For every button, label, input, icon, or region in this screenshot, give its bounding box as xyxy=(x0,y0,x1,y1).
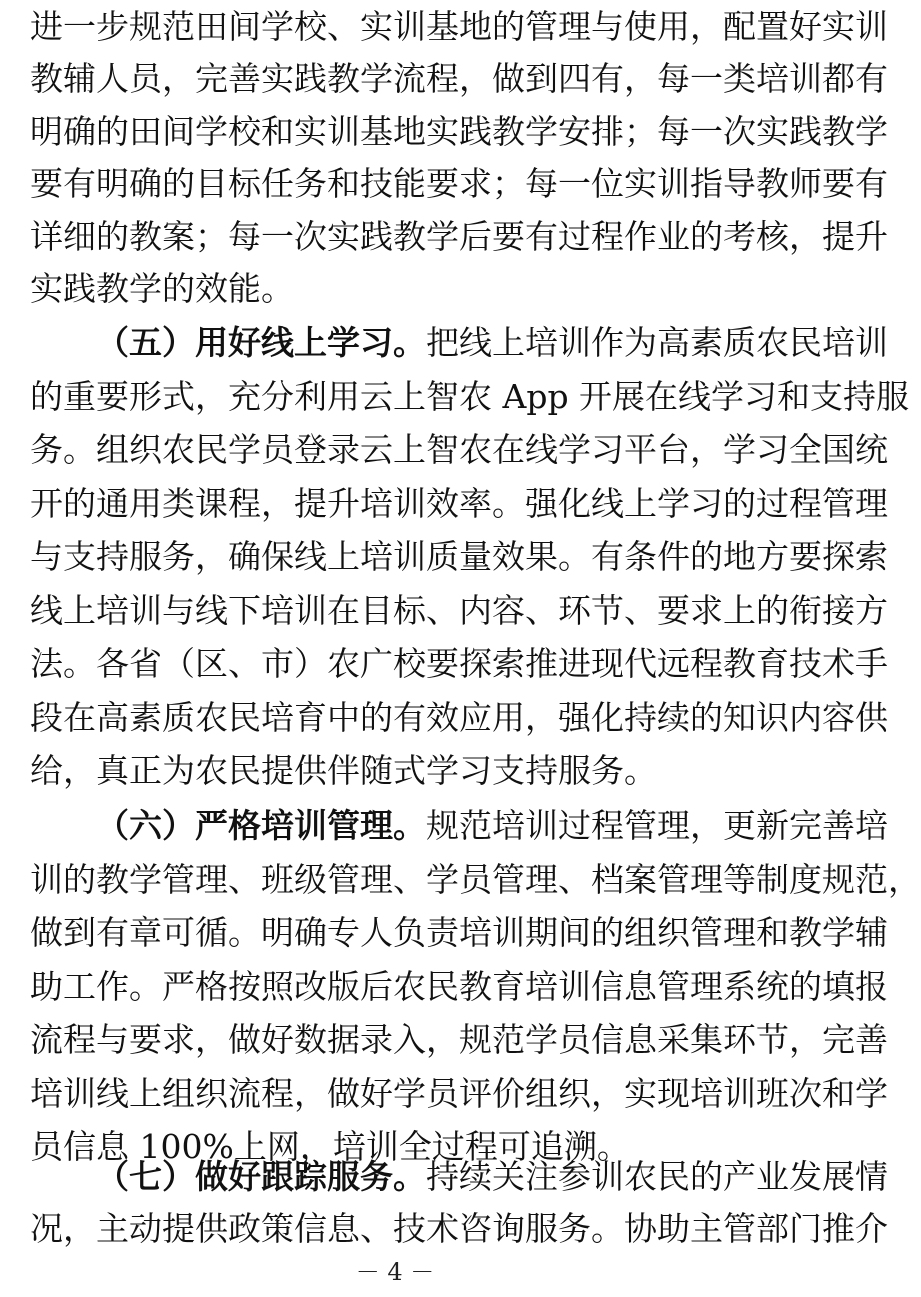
paragraph-line xyxy=(30,691,888,745)
line-text: 要有明确的目标任务和技能要求；每一位实训指导教师要有 xyxy=(30,164,888,203)
section-heading: （五）用好线上学习。 xyxy=(96,323,426,362)
paragraph-line xyxy=(30,105,888,159)
line-text: 规范培训过程管理，更新完善培 xyxy=(426,806,888,845)
paragraph-line xyxy=(30,477,888,531)
line-text: 务。组织农民学员登录云上智农在线学习平台，学习全国统 xyxy=(30,430,888,469)
page-number: － 4 － xyxy=(355,1258,435,1286)
line-text: 开的通用类课程，提升培训效率。强化线上学习的过程管理 xyxy=(30,484,888,523)
section-heading: （六）严格培训管理。 xyxy=(96,806,426,845)
line-text: 持续关注参训农民的产业发展情 xyxy=(426,1157,888,1196)
line-text: 培训线上组织流程，做好学员评价组织，实现培训班次和学 xyxy=(30,1074,888,1113)
paragraph-line xyxy=(30,423,888,477)
line-text: 详细的教案；每一次实践教学后要有过程作业的考核，提升 xyxy=(30,217,888,256)
paragraph-line xyxy=(30,853,921,907)
section-heading-line xyxy=(96,1150,888,1204)
line-text: 把线上培训作为高素质农民培训 xyxy=(426,323,888,362)
paragraph-line xyxy=(30,262,770,316)
line-text: 段在高素质农民培育中的有效应用，强化持续的知识内容供 xyxy=(30,698,888,737)
line-text: 给，真正为农民提供伴随式学习支持服务。 xyxy=(30,751,657,790)
section-heading-line xyxy=(96,316,888,370)
section-heading: （七）做好跟踪服务。 xyxy=(96,1157,426,1196)
line-text: 况，主动提供政策信息、技术咨询服务。协助主管部门推介 xyxy=(30,1209,888,1248)
line-text: 助工作。严格按照改版后农民教育培训信息管理系统的填报 xyxy=(30,967,888,1006)
line-text: 与支持服务，确保线上培训质量效果。有条件的地方要探索 xyxy=(30,537,888,576)
paragraph-line xyxy=(30,530,888,584)
paragraph-line xyxy=(30,1013,888,1067)
line-text: 的重要形式，充分利用云上智农 App 开展在线学习和支持服 xyxy=(30,377,910,416)
line-text: 员信息 100%上网，培训全过程可追溯。 xyxy=(30,1127,630,1166)
paragraph-line xyxy=(30,157,888,211)
paragraph-line xyxy=(30,1067,888,1121)
paragraph-line xyxy=(30,906,888,960)
line-text: 教辅人员，完善实践教学流程，做到四有，每一类培训都有 xyxy=(30,59,888,98)
paragraph-line xyxy=(30,584,888,638)
paragraph-line xyxy=(30,637,888,691)
line-text: 明确的田间学校和实训基地实践教学安排；每一次实践教学 xyxy=(30,112,888,151)
section-heading-line xyxy=(96,799,888,853)
paragraph-line xyxy=(30,1202,888,1256)
line-text: 线上培训与线下培训在目标、内容、环节、要求上的衔接方 xyxy=(30,591,888,630)
paragraph-line xyxy=(30,370,910,424)
paragraph-line xyxy=(30,52,888,106)
line-text: 法。各省（区、市）农广校要探索推进现代远程教育技术手 xyxy=(30,644,888,683)
paragraph-line xyxy=(30,744,770,798)
line-text: 做到有章可循。明确专人负责培训期间的组织管理和教学辅 xyxy=(30,913,888,952)
line-text: 实践教学的效能。 xyxy=(30,269,294,308)
line-text: 流程与要求，做好数据录入，规范学员信息采集环节，完善 xyxy=(30,1020,888,1059)
paragraph-line xyxy=(30,210,888,264)
paragraph-line xyxy=(30,960,888,1014)
paragraph-line xyxy=(30,0,888,54)
line-text: 训的教学管理、班级管理、学员管理、档案管理等制度规范， xyxy=(30,860,921,899)
line-text: 进一步规范田间学校、实训基地的管理与使用，配置好实训 xyxy=(30,7,888,46)
